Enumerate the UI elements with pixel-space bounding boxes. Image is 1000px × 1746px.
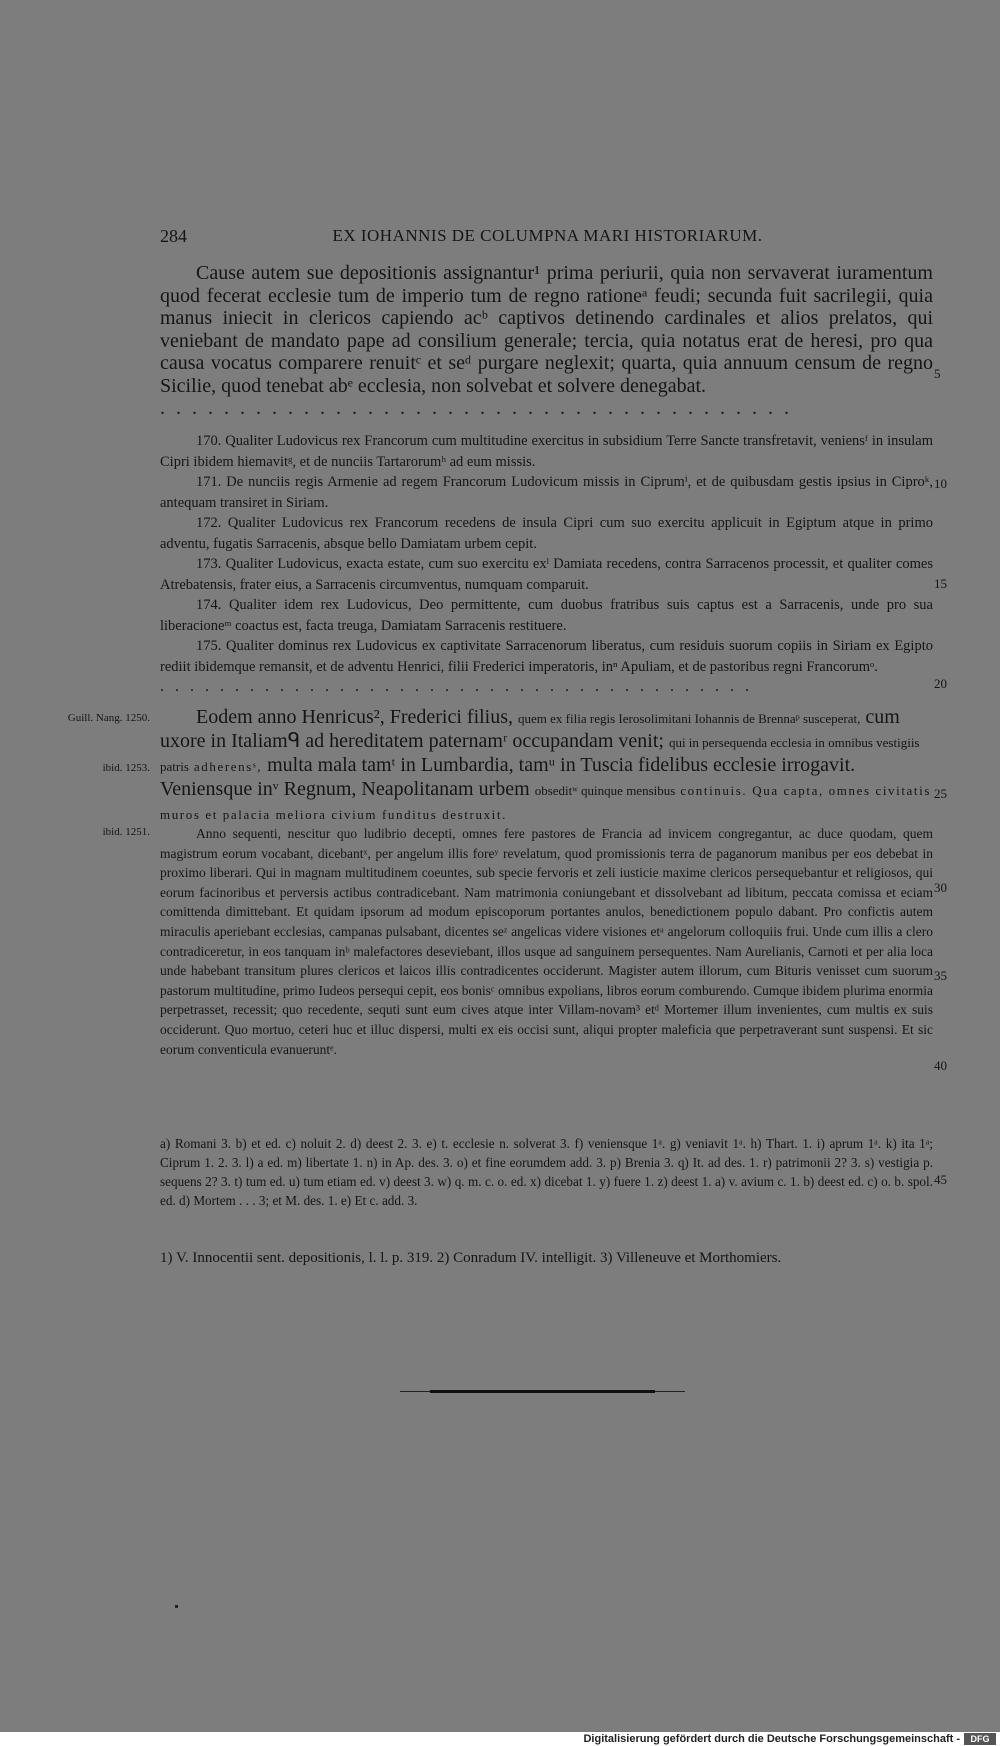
chapter-172: 172. Qualiter Ludovicus rex Francorum recedens de insula Cipri cum suo exercitu applicuit in Egiptum atque in primo adventu, fugatis Sarracenis, absque bello Damiatam urbem cepit. (160, 515, 933, 552)
henricus-small-2: qui in persequenda ecclesia in omnibus vestigiis patris (160, 735, 920, 774)
henricus-small-4: Qua capta, omnes civitatis muros et palacia meliora civium funditus destruxit. (160, 783, 932, 822)
line-number-25: 25 (934, 786, 947, 801)
ellipsis-dots: ........................................ (160, 397, 800, 419)
margin-note-1250: Guill. Nang. 1250. (67, 712, 150, 724)
margin-mark (175, 1605, 178, 1608)
end-rule (430, 1390, 655, 1393)
digitization-footer (0, 1732, 1000, 1746)
chapter-174: 174. Qualiter idem rex Ludovicus, Deo permittente, cum duobus fratribus suis captus est a Sarracenis, unde pro sua liberacioneᵐ coactus est, facta treuga, Damiatam Sarracenis restituere. (160, 597, 933, 634)
chapter-170: 170. Qualiter Ludovicus rex Francorum cum multitudine exercitus in subsidium Terre Sancte transfretavit, veniensᶠ in insulam Cipri ibidem hiemavitᵍ, et de nunciis Tartarorumʰ ad eum missis. (160, 433, 933, 470)
main-paragraph (160, 262, 933, 420)
digitization-credit: Digitalisierung gefördert durch die Deutsche Forschungsgemeinschaft - (583, 1733, 960, 1745)
henricus-small-3: obseditʷ quinque mensibus (534, 783, 676, 798)
henricus-spaced-2: continuis. (680, 783, 748, 798)
margin-note-1253: ibid. 1253. (102, 762, 150, 774)
depositio-paragraph: Cause autem sue depositionis assignantur¹ prima periurii, quia non servaverat iuramentum quod fecerat ecclesie tum de imperio tum de regno rationeᵃ feudi; secunda fuit sacrilegii, quia manus iniecit in clericos capiendo acᵇ captivos detinendo cardinales et alios prelatos, qui veniebant de mandato pape ad consilium generale; tercia, quia notatus erat de heresi, pro qua causa vocatus comparere renuitᶜ et seᵈ purgare neglexit; quarta, quia annuum censum de regno Sicilie, quod tenebat abᵉ ecclesia, non solvebat et solvere denegabat. (160, 262, 933, 397)
henricus-small-1: quem ex filia regis Ierosolimitani Iohannis de Brennaᵖ susceperat, (518, 711, 861, 726)
chapter-list (160, 431, 933, 698)
dfg-logo-icon: DFG (964, 1733, 996, 1745)
chapter-173: 173. Qualiter Ludovicus, exacta estate, cum suo exercitu exˡ Damiata recedens, contra Sarracenos processit, et qualiter comes Atrebatensis, frater eius, a Sarracenis circumventus, numquam comparuit. (160, 556, 933, 593)
page-title: EX IOHANNIS DE COLUMPNA MARI HISTORIARUM. (332, 226, 763, 245)
henricus-text-2: cum uxore in Italiamᑫ ad hereditatem paternamʳ occupandam venit; (160, 706, 900, 752)
margin-note-1251: ibid. 1251. (102, 826, 150, 838)
line-number-40: 40 (934, 1058, 947, 1073)
henricus-text-3: multa mala tamᵗ in Lumbardia, tamᵘ in Tuscia fidelibus ecclesie irrogavit. Veniensque inᵛ Regnum, Neapolitanam urbem (160, 754, 856, 800)
chapter-171: 171. De nunciis regis Armenie ad regem Francorum Ludovicum missis in Ciprumⁱ, et de quibusdam gestis ipsius in Ciproᵏ, antequam transiret in Siriam. (160, 474, 933, 511)
pastores-text: Anno sequenti, nescitur quo ludibrio decepti, omnes fere pastores de Francia ad invicem congregantur, ac duce quodam, quem magistrum eorum vocabant, dicebantˣ, per angelum illis foreʸ revelatum, quod promissionis terra de paganorum manibus per eos debebat in proximo liberari. Qui in magnam multitudinem coeuntes, sub specie fervoris et zeli iusticie maxime clericos persequebantur et religiosos, qui eorum facinoribus et perversis actibus contradicebant. Nam matrimonia coniungebant et dissolvebant ad libitum, peccata comissa et eciam comittenda dimittebant. Et quidam ipsorum ad modum episcoporum portantes anulos, benedictionem populo dabant. Pro confictis autem miraculis aperiebant ecclesias, campanas pulsabant, dicentes seᶻ angelicas videre visiones etᵃ angelorum colloquiis frui. Unde cum illis a clero contradiceretur, in eos tanquam inᵇ malefactores deseviebant, illos usque ad sanguinem persequentes. Nam Aurelianis, Carnoti et per alia loca unde habebant transitum plures clericos et laicos illis contradicentes occiderunt. Magister autem illorum, cum Bituris venisset cum suorum pastorum multitudine, primo Iudeos persequi cepit, eos bonisᶜ omnibus expolians, libros eorum comburendo. Cumque ibidem plurima enormia perpetrasset, recessit; quo recedente, sequti sunt eum cives atque inter Villam-novam³ etᵈ Mortemer illum invenientes, cum multis ex suis occiderunt. Quo mortuo, ceteri huc et illuc dispersi, multi ex eis occisi sunt, aliqui propter maleficia que perpetraverant sunt suspensi. Et sic eorum conventicula evanueruntᵉ. (160, 826, 933, 1057)
line-number-45: 45 (934, 1172, 947, 1187)
page-number: 284 (160, 226, 187, 246)
henricus-paragraph (160, 706, 933, 826)
henricus-spaced-1: adherensˢ, (193, 759, 263, 774)
line-number-15: 15 (934, 576, 947, 591)
line-number-10: 10 (934, 476, 947, 491)
line-number-20: 20 (934, 676, 947, 691)
running-head (160, 226, 935, 250)
henricus-text-1: Eodem anno Henricus², Frederici filius, (196, 706, 514, 728)
line-number-30: 30 (934, 880, 947, 895)
footnotes-variants: a) Romani 3. b) et ed. c) noluit 2. d) deest 2. 3. e) t. ecclesie n. solverat 3. f) veniensque 1ᵃ. g) veniavit 1ᵃ. h) Thart. 1. i) aprum 1ᵃ. k) ita 1ᵃ; Ciprum 1. 2. 3. l) a ed. m) libertate 1. n) in Ap. des. 3. o) et fine eorumdem add. 3. p) Brenia 3. q) It. ad des. 1. r) patrimonii 2? 3. s) vestigia p. sequens 2? 3. t) tum ed. u) tum etiam ed. v) deest 3. w) q. m. c. o. ed. x) dicebat 1. y) fuere 1. z) deest 1. a) v. avium c. 1. b) deest ed. c) o. b. spol. ed. d) Mortem . . . 3; et M. des. 1. e) Et c. add. 3. (160, 1136, 933, 1208)
footnotes-sources: 1) V. Innocentii sent. depositionis, l. l. p. 319. 2) Conradum IV. intelligit. 3) Villeneuve et Morthomiers. (160, 1250, 782, 1266)
ellipsis-dots-2: ........................................ (160, 678, 760, 695)
line-number-5: 5 (934, 366, 941, 381)
line-number-35: 35 (934, 968, 947, 983)
chapter-175: 175. Qualiter dominus rex Ludovicus ex captivitate Sarracenorum liberatus, cum residuis suorum copiis in Siriam ex Egipto rediit ibidemque remansit, et de adventu Henrici, filii Frederici imperatoris, inⁿ Apuliam, et de pastoribus regni Francorumᵒ. (160, 638, 933, 675)
pastores-paragraph (160, 824, 933, 1059)
